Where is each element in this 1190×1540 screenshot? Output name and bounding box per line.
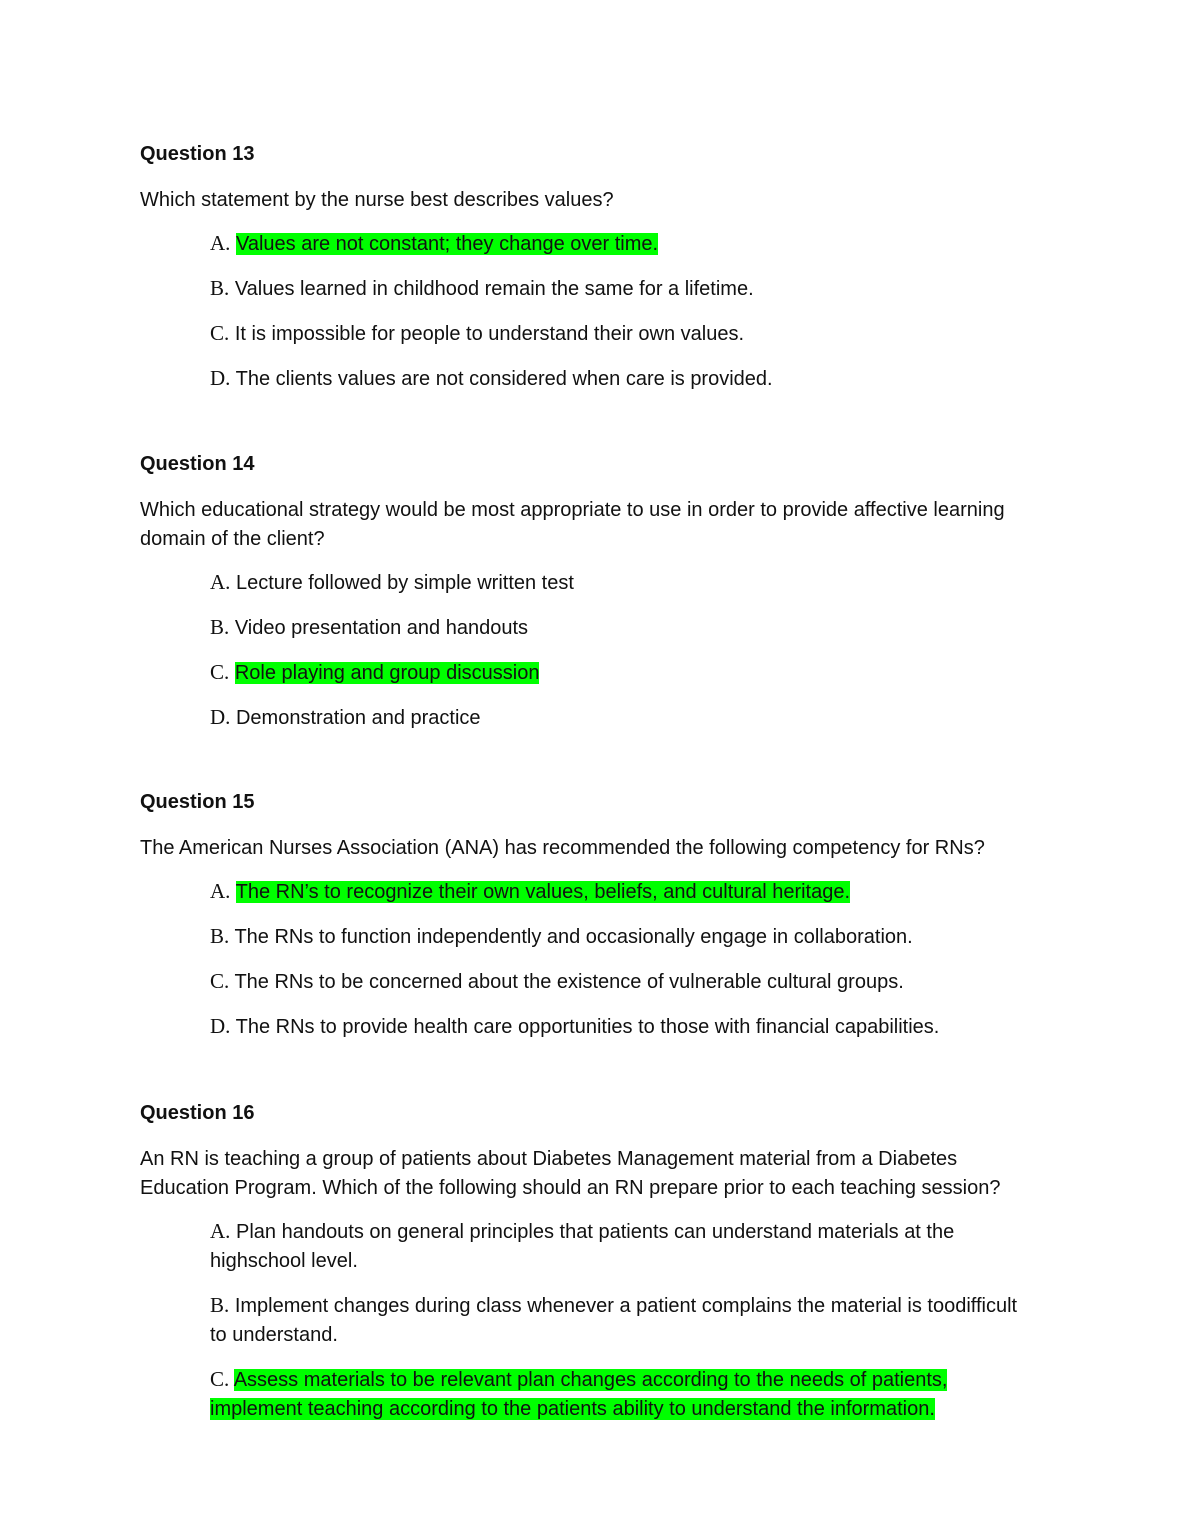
question-heading: Question 15 (140, 791, 255, 813)
option-text: Demonstration and practice (235, 707, 481, 729)
question-heading: Question 14 (140, 453, 255, 475)
answer-option-c (210, 1365, 1030, 1424)
answer-option-a (210, 877, 1030, 907)
option-letter: D. (210, 366, 231, 390)
option-text-highlighted: Role playing and group discussion (234, 662, 540, 684)
option-text: Values learned in childhood remain the same for a lifetime. (234, 278, 754, 300)
option-text: The RNs to be concerned about the existence of vulnerable cultural groups. (234, 971, 904, 993)
answer-option-b (210, 1291, 1030, 1350)
question-heading: Question 13 (140, 143, 255, 165)
answer-option-a (210, 229, 1030, 259)
answer-option-b (210, 274, 1030, 304)
option-letter: A. (210, 1219, 231, 1243)
option-text: Implement changes during class whenever a patient complains the material is toodifficult to understand. (210, 1295, 1018, 1346)
option-letter: B. (210, 924, 230, 948)
option-text: The clients values are not considered when care is provided. (235, 368, 773, 390)
option-text: The RNs to function independently and occasionally engage in collaboration. (234, 926, 913, 948)
option-letter: D. (210, 1014, 231, 1038)
question-14 (140, 452, 1040, 748)
answer-options (140, 229, 1040, 394)
question-13 (140, 142, 1040, 409)
option-letter: B. (210, 1293, 230, 1317)
question-15 (140, 790, 1040, 1057)
option-letter: B. (210, 615, 230, 639)
answer-options (140, 1217, 1040, 1424)
option-text: Lecture followed by simple written test (235, 572, 574, 594)
option-letter: A. (210, 879, 231, 903)
answer-option-d (210, 364, 1030, 394)
answer-option-b (210, 613, 1030, 643)
option-letter: C. (210, 660, 230, 684)
option-letter: C. (210, 1367, 230, 1391)
answer-options (140, 568, 1040, 733)
answer-option-b (210, 922, 1030, 952)
option-text: It is impossible for people to understand their own values. (234, 323, 744, 345)
option-text-highlighted: Values are not constant; they change over time. (235, 233, 659, 255)
option-letter: A. (210, 570, 231, 594)
option-text-highlighted: The RN’s to recognize their own values, beliefs, and cultural heritage. (235, 881, 851, 903)
question-stem: An RN is teaching a group of patients about Diabetes Management material from a Diabetes Education Program. Which of the following should an RN prepare prior to each teaching session? (140, 1148, 1001, 1199)
question-stem: The American Nurses Association (ANA) has recommended the following competency for RNs? (140, 837, 985, 859)
answer-option-a (210, 1217, 1030, 1276)
option-text-highlighted: Assess materials to be relevant plan changes according to the needs of patients, implement teaching according to the patients ability to understand the information. (210, 1369, 948, 1420)
answer-option-c (210, 319, 1030, 349)
answer-option-c (210, 658, 1030, 688)
answer-options (140, 877, 1040, 1042)
question-heading: Question 16 (140, 1102, 255, 1124)
question-stem: Which educational strategy would be most appropriate to use in order to provide affective learning domain of the client? (140, 499, 1005, 550)
option-letter: D. (210, 705, 231, 729)
option-letter: B. (210, 276, 230, 300)
answer-option-d (210, 1012, 1030, 1042)
answer-option-d (210, 703, 1030, 733)
option-letter: C. (210, 321, 230, 345)
question-16 (140, 1101, 1040, 1439)
answer-option-a (210, 568, 1030, 598)
option-letter: A. (210, 231, 231, 255)
question-stem: Which statement by the nurse best describes values? (140, 189, 614, 211)
option-letter: C. (210, 969, 230, 993)
option-text: Video presentation and handouts (234, 617, 529, 639)
option-text: Plan handouts on general principles that patients can understand materials at the highschool level. (210, 1221, 955, 1272)
option-text: The RNs to provide health care opportunities to those with financial capabilities. (235, 1016, 940, 1038)
answer-option-c (210, 967, 1030, 997)
